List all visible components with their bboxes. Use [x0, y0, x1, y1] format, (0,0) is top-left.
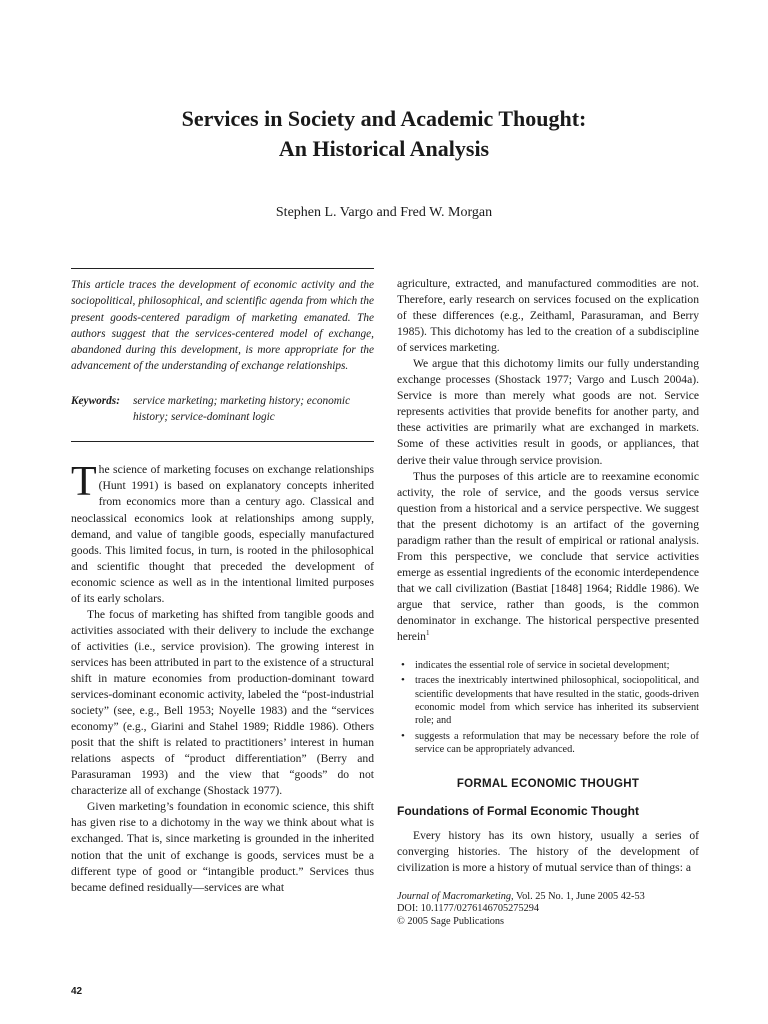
purpose-list	[397, 659, 699, 756]
right-paragraph-2: We argue that this dichotomy limits our fully understanding exchange processes (Shostack 1977; Vargo and Lusch 2004a). Service is more than merely what goods are not. Service represents activities that provide benefits for another party, and these activities are primarily what are exchanged in markets. Some of these activities result in goods, or appliances, that derive their value through service provision.	[397, 357, 699, 467]
title-line-2: An Historical Analysis	[278, 136, 490, 161]
right-column	[397, 276, 699, 876]
left-paragraph-1-text: he science of marketing focuses on exchange relationships (Hunt 1991) is based on explanatory concepts inherited from economics more than a century ago. Classical and neoclassical economics look at relationships among supply, demand, and value of tangible goods, especially manufactured goods. This limited focus, in turn, is rooted in the philosophical and scientific thought that preceded the development of economic science as well as in the intentional limited purposes of its early scholars.	[71, 463, 374, 605]
abstract-top-rule	[71, 268, 374, 269]
page-number: 42	[71, 986, 83, 997]
journal-volume: Vol. 25 No. 1, June 2005 42-53	[513, 891, 645, 902]
journal-copyright: © 2005 Sage Publications	[397, 915, 505, 927]
list-item: • suggests a reformulation that may be necessary before the role of service can be appropriately advanced.	[415, 730, 699, 757]
journal-citation	[397, 891, 699, 903]
abstract-bottom-rule	[71, 441, 374, 442]
journal-name: Journal of Macromarketing,	[397, 891, 514, 902]
left-paragraph-2: The focus of marketing has shifted from tangible goods and activities associated with their delivery to include the exchange of activities (i.e., service provision). The growing interest in services has been attributed in part to the existence of a structural shift in mature economies from production-dominant toward services-dominant economic activity, labeled the “post-industrial society” (see, e.g., Bell 1953; Noyelle 1983) and the “services economy” (e.g., Giarini and Stahel 1989; Riddle 1986). Others posit that the shift is related to practitioners’ interest in human relations aspects of “product differentiation” (Berry and Parasuraman 1993) and the view that “goods” do not characterize all of exchange (Shostack 1977).	[71, 607, 374, 798]
left-paragraph-1	[71, 459, 374, 606]
right-paragraph-4: Every history has its own history, usually a series of converging histories. The history of the development of civilization is more a history of mutual service than of things: a	[397, 829, 699, 875]
right-paragraph-3	[397, 469, 699, 646]
left-paragraph-3: Given marketing’s foundation in economic science, this shift has given rise to a dichotomy in the way we think about what is exchanged. That is, since marketing is grounded in the inherited notion that the unit of exchange is goods, services must be a different type of good or “intangible product.” Services thus became defined residually—services are what	[71, 800, 374, 894]
list-item: • indicates the essential role of service in societal development;	[415, 659, 699, 672]
subsection-heading: Foundations of Formal Economic Thought	[397, 804, 639, 819]
journal-doi: DOI: 10.1177/0276146705275294	[397, 903, 540, 915]
abstract: This article traces the development of economic activity and the sociopolitical, philosophical, and scientific agenda from which the present goods-centered paradigm of marketing emanated. The authors suggest that the services-centered model of exchange, abandoned during this development, is more appropriate for the advancement of the understanding of exchange relationships.	[71, 279, 374, 373]
keywords	[71, 393, 374, 426]
right-paragraph-3-text: Thus the purposes of this article are to reexamine economic activity, the role of service, and the goods versus service question from a historical and a service perspective. We suggest that the present dichotomy is an artifact of the governing paradigm rather than the result of empirical or rational analysis. From this perspective, we conclude that service activities emerge as essential ingredients of the economic interdependence that we call civilization (Bastiat [1848] 1964; Riddle 1986). We argue that service, rather than goods, is the common denominator in exchange. The historical perspective presented herein	[397, 469, 699, 644]
footnote-marker: 1	[425, 629, 430, 638]
list-item: • traces the inextricably intertwined philosophical, sociopolitical, and scientific developments that have resulted in the static, goods-driven economic model from which service has inherited its subservient role; and	[415, 674, 699, 727]
authors: Stephen L. Vargo and Fred W. Morgan	[275, 205, 493, 220]
article-title	[0, 104, 768, 164]
title-line-1: Services in Society and Academic Thought:	[181, 106, 587, 131]
drop-cap: T	[71, 459, 97, 506]
right-paragraph-1: agriculture, extracted, and manufactured commodities are not. Therefore, early research on services focused on the explication of these differences (e.g., Zeithaml, Parasuraman, and Berry 1985). This dichotomy has led to the creation of a subdiscipline of services marketing.	[397, 277, 699, 355]
keywords-text: service marketing; marketing history; economic history; service-dominant logic	[133, 394, 351, 424]
left-column	[71, 268, 374, 896]
keywords-label: Keywords:	[71, 394, 120, 407]
journal-info	[397, 891, 699, 928]
section-heading: FORMAL ECONOMIC THOUGHT	[456, 778, 640, 791]
